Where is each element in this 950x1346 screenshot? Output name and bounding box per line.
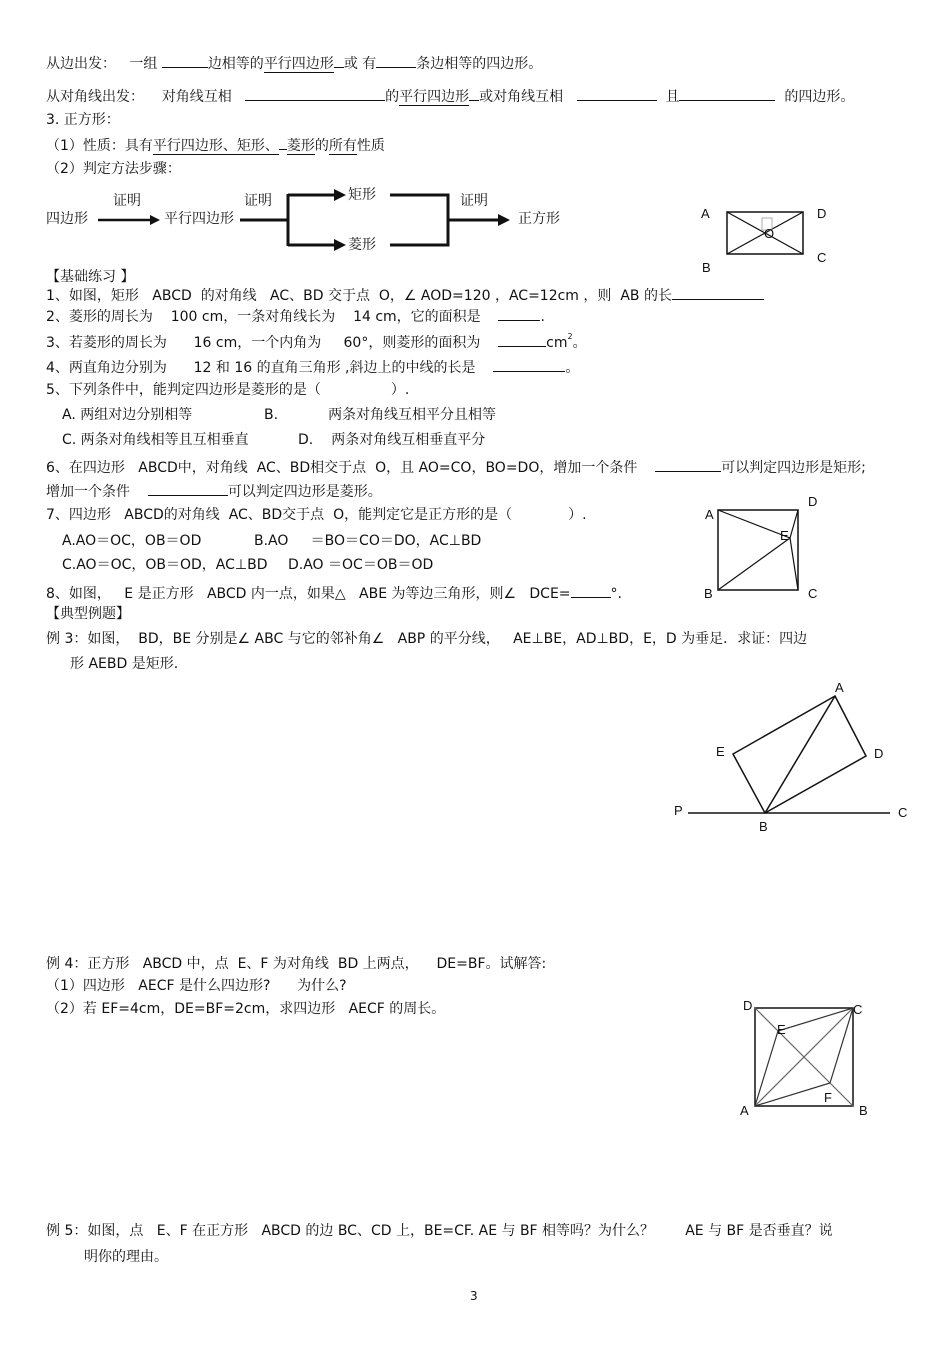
flow-square: 正方形 <box>518 211 560 227</box>
square-title: 3. 正方形： <box>46 112 120 128</box>
blank <box>571 583 611 598</box>
figure-rectangle-aebd <box>670 676 915 838</box>
line-diagonal-criteria: 从对角线出发： 对角线互相 的平行四边形 或对角线互相 且 的四边形。 <box>46 86 854 106</box>
example-4: 例 4：正方形 ABCD 中，点 E、F 为对角线 BD 上两点， DE=BF。试解答: <box>46 956 547 972</box>
svg-text:C: C <box>853 1002 863 1017</box>
q5-option-a: A. 两组对边分别相等 <box>62 407 193 423</box>
question-3: 3、若菱形的周长为 16 cm，一个内角为 60°，则菱形的面积为 $cm^2$。 <box>46 332 587 351</box>
figure-rectangle-abcd <box>695 200 835 280</box>
svg-text:F: F <box>824 1090 832 1105</box>
figure-square-aecf <box>735 994 875 1124</box>
question-7: 7、四边形 ABCD的对角线 AC、BD交于点 O，能判定它是正方形的是（ ）. <box>46 507 587 523</box>
blank <box>498 306 540 321</box>
square-judgement-flowchart <box>40 180 580 260</box>
blank <box>679 86 775 101</box>
figure-square-abcd-e <box>700 492 830 604</box>
svg-text:D: D <box>817 206 827 221</box>
question-4: 4、两直角边分别为 12 和 16 的直角三角形 ,斜边上的中线的长是 。 <box>46 357 579 377</box>
blank <box>577 86 657 101</box>
svg-text:D: D <box>874 746 884 761</box>
example-4-q1: （1）四边形 AECF 是什么四边形? 为什么? <box>46 978 347 994</box>
page-number: 3 <box>470 1289 478 1303</box>
square-properties: （1）性质：具有平行四边形、矩形、 菱形的所有性质 <box>46 135 385 155</box>
flow-prove-2: 证明 <box>244 193 272 209</box>
flow-start: 四边形 <box>46 211 88 227</box>
blank <box>655 457 721 472</box>
arrow-head-icon <box>334 189 346 201</box>
svg-text:C: C <box>817 250 827 265</box>
svg-text:D: D <box>808 494 818 509</box>
question-1: 1、如图，矩形 ABCD 的对角线 AC、BD 交于点 O，∠ AOD=120 ，AC=12cm ，则 AB 的长 <box>46 285 764 305</box>
example-3: 例 3：如图， BD，BE 分别是∠ ABC 与它的邻补角∠ ABP 的平分线， AE⊥BE，AD⊥BD，E，D 为垂足．求证：四边 <box>46 631 808 647</box>
svg-text:B: B <box>859 1103 868 1118</box>
svg-text:E: E <box>716 744 725 759</box>
svg-text:E: E <box>780 528 789 543</box>
question-5: 5、下列条件中，能判定四边形是菱形的是（ ）. <box>46 382 410 398</box>
svg-text:A: A <box>705 507 714 522</box>
flow-parallelogram: 平行四边形 <box>164 211 234 227</box>
q5-option-c: C. 两条对角线相等且互相垂直 <box>62 432 249 448</box>
blank <box>498 332 546 347</box>
svg-text:C: C <box>808 586 818 601</box>
blank <box>376 53 416 68</box>
blank <box>493 357 565 372</box>
blank <box>245 86 385 101</box>
flow-prove-1: 证明 <box>113 193 141 209</box>
flow-prove-3: 证明 <box>460 193 488 209</box>
typical-examples-title: 【典型例题】 <box>46 606 130 622</box>
example-4-q2: （2）若 EF=4cm，DE=BF=2cm，求四边形 AECF 的周长。 <box>46 1001 446 1017</box>
example-5-cont: 明你的理由。 <box>84 1249 168 1265</box>
q5-option-b: B. 两条对角线互相平分且相等 <box>264 407 497 423</box>
q7-option-a: A.AO＝OC，OB＝OD <box>62 533 202 549</box>
svg-text:A: A <box>701 206 710 221</box>
svg-text:A: A <box>740 1103 749 1118</box>
flow-rhombus: 菱形 <box>348 237 376 253</box>
example-5: 例 5：如图，点 E、F 在正方形 ABCD 的边 BC、CD 上，BE=CF. AE 与 BF 相等吗？为什么？ AE 与 BF 是否垂直？说 <box>46 1223 833 1239</box>
svg-text:C: C <box>898 805 908 820</box>
basic-practice-title: 【基础练习 】 <box>46 269 135 285</box>
svg-text:P: P <box>674 803 683 818</box>
blank <box>672 285 764 300</box>
svg-text:O: O <box>764 226 775 241</box>
svg-text:A: A <box>835 680 844 695</box>
svg-text:E: E <box>777 1022 786 1037</box>
question-2: 2、菱形的周长为 100 cm，一条对角线长为 14 cm，它的面积是 . <box>46 306 545 326</box>
svg-text:B: B <box>702 260 711 275</box>
arrow-head-icon <box>334 239 346 251</box>
example-3-cont: 形 AEBD 是矩形. <box>70 656 179 672</box>
q5-option-d: D. 两条对角线互相垂直平分 <box>298 432 486 448</box>
square-judge-steps: （2）判定方法步骤： <box>46 161 181 177</box>
svg-text:B: B <box>759 819 768 834</box>
question-6-cont: 增加一个条件 可以判定四边形是菱形。 <box>46 481 382 501</box>
svg-text:D: D <box>743 998 753 1013</box>
arrow-head-icon <box>498 214 510 226</box>
question-8: 8、如图， E 是正方形 ABCD 内一点，如果△ ABE 为等边三角形，则∠ DCE= °. <box>46 583 622 603</box>
q7-option-d: D.AO ＝OC＝OB＝OD <box>288 557 434 573</box>
line-side-criteria: 从边出发： 一组 边相等的平行四边形 或 有 条边相等的四边形。 <box>46 53 542 73</box>
svg-text:B: B <box>704 586 713 601</box>
q7-option-b: B.AO ＝BO＝CO＝DO，AC⊥BD <box>254 533 482 549</box>
flow-rectangle: 矩形 <box>348 187 376 203</box>
q7-option-c: C.AO＝OC，OB＝OD，AC⊥BD <box>62 557 268 573</box>
question-6: 6、在四边形 ABCD中，对角线 AC、BD相交于点 O，且 AO=CO，BO=DO，增加一个条件 可以判定四边形是矩形; <box>46 457 866 477</box>
arrow-head-icon <box>150 215 160 225</box>
blank <box>162 53 208 68</box>
blank <box>148 481 228 496</box>
